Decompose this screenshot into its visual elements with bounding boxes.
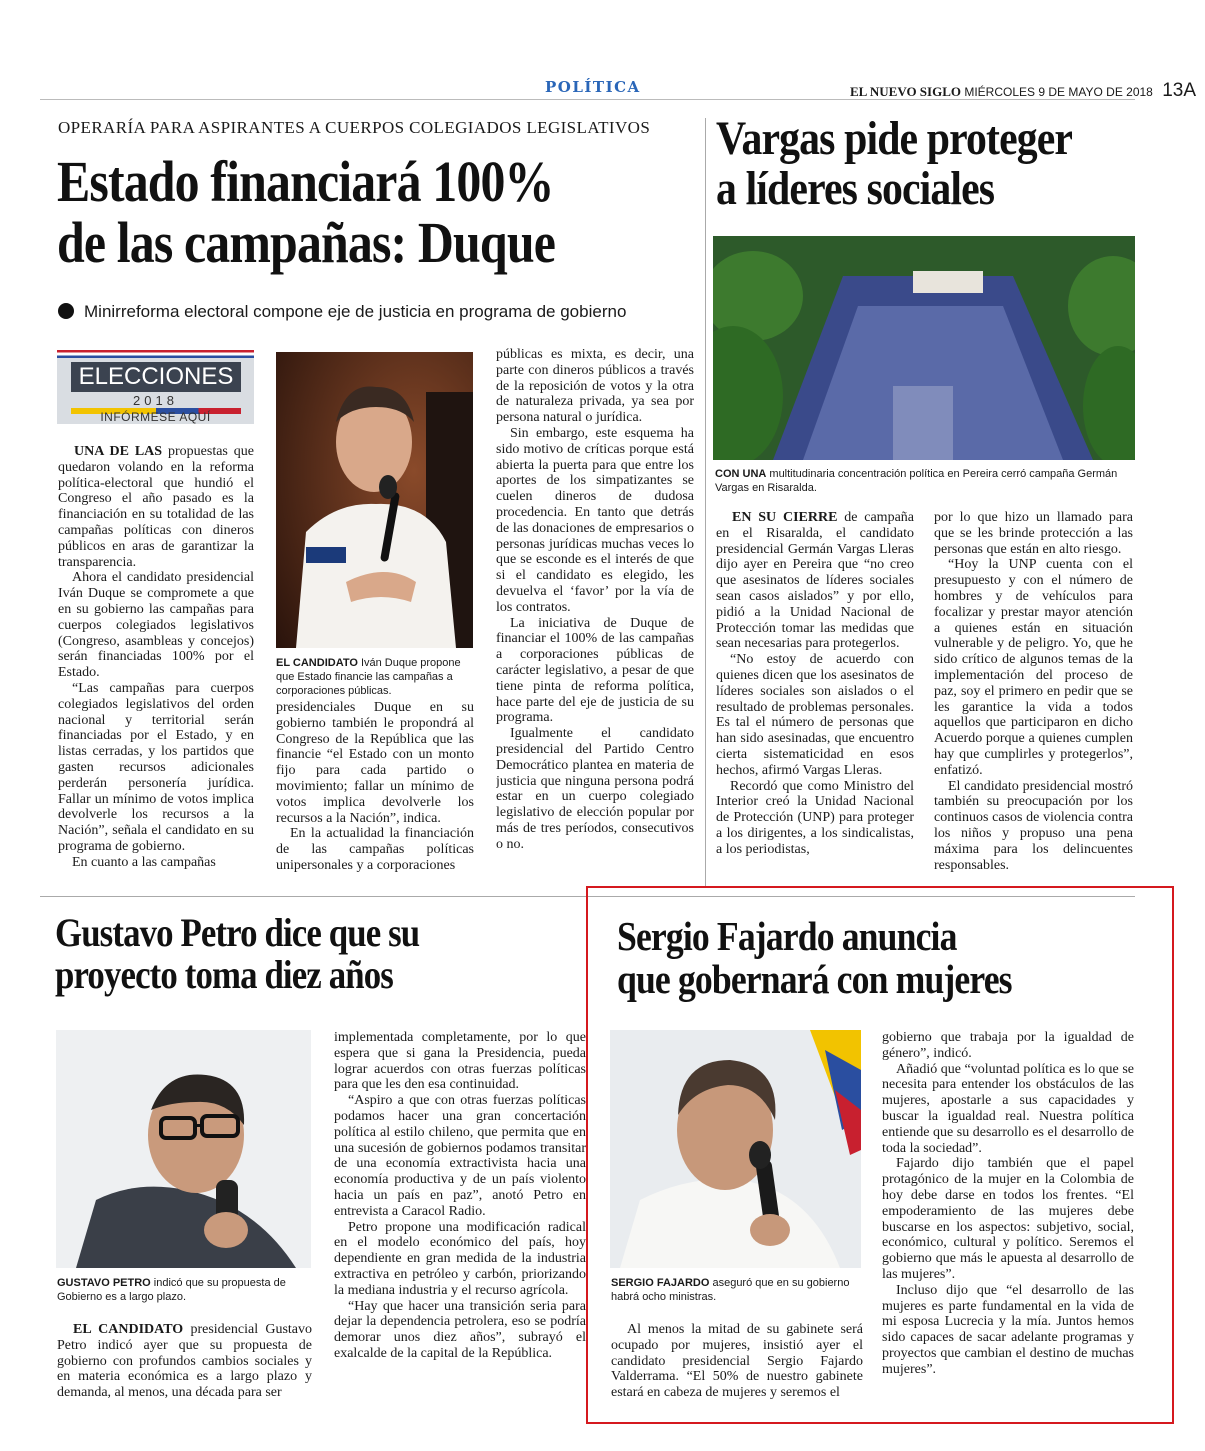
petro-headline-line-1: Gustavo Petro dice que su [55,910,420,955]
caption-text: indicó que su propuesta de Gobierno es a largo plazo. [57,1277,286,1303]
caption-lead: GUSTAVO PETRO [57,1277,151,1289]
petro-column-1 [57,1322,312,1410]
vargas-rally-photo [713,236,1135,460]
caption-text: multitudinaria concentración política en Pereira cerró campaña Germán Vargas en Risaralda. [715,468,1118,494]
paragraph: En cuanto a las campañas [72,854,216,870]
paragraph: “Aspiro a que con otras fuerzas políticas podamos hacer una gran concertación política al estilo chileno, que permita que en una sucesión de gobiernos podamos transitar de una economía extractivista hacia una economía productiva y de un país violento hacia un país en paz”, anotó Petro en entrevista a Caracol Radio. [334,1093,586,1219]
petro-headline-line-2: proyecto toma diez años [55,952,393,997]
duque-headline [57,149,555,275]
elecciones-2018-badge[interactable] [57,350,254,424]
paragraph: Ahora el candidato presidencial Iván Duque se compromete a que en su gobierno las campañas para cuerpos colegiados legislativos (Congreso, asambleas y concejos) serán financiadas 100% por el Estado. [58,570,254,681]
caption-lead: SERGIO FAJARDO [611,1277,710,1289]
fajardo-headline-line-1: Sergio Fajardo anuncia [617,913,957,959]
vargas-caption [715,467,1135,495]
issue-date: MIÉRCOLES 9 DE MAYO DE 2018 [964,85,1153,99]
bullet-icon [58,303,74,319]
petro-headline [55,912,419,996]
petro-caption [57,1276,312,1304]
duque-headline-line-1: Estado financiará 100% [57,149,554,214]
duque-column-3 [496,347,694,885]
paragraph: gobierno que trabaja por la igualdad de género”, indicó. [882,1030,1134,1061]
vargas-headline-line-1: Vargas pide proteger [716,112,1073,165]
page-number: 13A [1162,80,1197,101]
vargas-headline-line-2: a líderes sociales [716,162,995,216]
paragraph: Igualmente el candidato presidencial del Partido Centro Democrático plantea en materia de justicia que ninguna persona podrá estar en un cuerpo colegiado legislativo de elección popular por más de tres períodos, consecutivos o no. [496,726,694,852]
paragraph: de campaña en el Risaralda, el candidato presidencial Germán Vargas Lleras dijo ayer en Pereira que “no creo que asesinatos de líderes sociales sean casos aislados” y por ello, pidió a la Unidad Nacional de Protección tomar las medidas que sean necesarias para protegerlos. [716,510,914,652]
paragraph: propuestas que quedaron volando en la reforma política-electoral que hundió el Congreso el año pasado es la financiación en su totalidad de las campañas políticas con dineros públicos en aras de garantizar la transparencia. [58,444,254,570]
paragraph: implementada completamente, por lo que espera que si gana la Presidencia, pueda lograr acuerdos con otras fuerzas políticas para que les den esa continuidad. [334,1030,586,1093]
flag-stripes [57,350,254,358]
vargas-headline [716,114,1072,215]
fajardo-column-2 [882,1030,1134,1415]
paragraph: La iniciativa de Duque de financiar el 100% de las campañas a corporaciones públicas de carácter legislativo, a pesar de que tiene pinta de reforma política, hace parte del eje de justicia de su programa. [496,615,694,726]
paragraph: Incluso dijo que “el desarrollo de las mujeres es parte fundamental en la vida de mi esposa Lucrecia y la mía. Juntos hemos sido capaces de sacar adelante programas y proyectos que cambian el destino de muchas mujeres”. [882,1282,1134,1377]
paragraph: por lo que hizo un llamado para que se les brinde protección a las personas que están en alto riesgo. [934,510,1133,557]
fajardo-column-1 [611,1322,863,1410]
fajardo-headline [617,915,1012,1001]
paragraph: presidenciales Duque en su gobierno también le propondrá al Congreso de la República que las financie “el Estado con un monto fijo para cada partido o movimiento; fallar un mínimo de votos implica devolverle los recursos a la Nación”, indica. [276,700,474,826]
paragraph: Fajardo dijo también que el papel protagónico de la mujer en la Colombia de hoy debe darse en todos los frentes. “El empoderamiento de las mujeres debe buscarse en los aspectos: subjetivo, social, económico, cultural y político. Seremos el gobierno que más le apuesta al desarrollo de las mujeres”. [882,1156,1134,1282]
newspaper-brand: EL NUEVO SIGLO [850,84,961,99]
duque-caption [276,656,476,698]
paragraph: presidencial Gustavo Petro indicó ayer que su propuesta de gobierno con profundos cambios sociales y en materia económica es a largo plazo y demanda, al menos, una década para ser [57,1322,312,1401]
caption-text: aseguró que en su gobierno habrá ocho ministras. [611,1277,850,1303]
caption-text: Iván Duque propone que Estado financie las campañas a corporaciones públicas. [276,657,461,697]
paragraph: Sin embargo, este esquema ha sido motivo de críticas porque está abierta la puerta para que entre los aportes de los simpatizantes se cuelen dineros de dudosa procedencia. En tanto que detrás de las donaciones de empresarios o personas jurídicas muchas veces lo que se esconde es el interés de que si el candidato es elegido, les devuelva el ‘favor’ por la vía de los contratos. [496,425,694,615]
paragraph: Petro propone una modificación radical en el modelo económico del país, hoy dependiente en gran medida de la industria extractiva en petróleo y carbón, priorizando la mediana industria y el recurso agrícola. [334,1219,586,1298]
duque-headline-line-2: de las campañas: Duque [57,209,555,275]
header-rule [40,99,1135,100]
column-divider [705,118,706,888]
caption-lead: EL CANDIDATO [276,657,358,669]
section-label: POLÍTICA [545,78,641,96]
duque-kicker: OPERARÍA PARA ASPIRANTES A CUERPOS COLEGIADOS LEGISLATIVOS [58,118,651,137]
paragraph: El candidato presidencial mostró también su preocupación por los continuos casos de violencia contra los niños y propuso una pena máxima para los delincuentes responsables. [934,778,1133,873]
duque-lead-in: UNA DE LAS [74,444,163,459]
elecciones-year: 2018 [133,393,178,408]
duque-deck-text: Minirreforma electoral compone eje de justicia en programa de gobierno [84,302,627,321]
fajardo-photo [610,1030,861,1268]
caption-lead: CON UNA [715,468,767,480]
duque-photo [276,352,473,648]
paragraph: “Las campañas para cuerpos colegiados legislativos del orden nacional y territorial serán financiadas por el Estado, y en listas cerradas, y los partidos que gasten recursos adicionales perderán personería jurídica. Fallar un mínimo de votos implica devolverle los recursos a la Nación”, señala el candidato en su programa de gobierno. [58,680,254,854]
paragraph: En la actualidad la financiación de las campañas políticas unipersonales y a corporaciones [276,826,474,873]
paragraph: públicas es mixta, es decir, una parte con dineros públicos a través de la reposición de votos y la otra de naturaleza privada, ya sea por persona natural o jurídica. [496,347,694,426]
duque-column-1 [58,444,254,884]
fajardo-headline-line-2: que gobernará con mujeres [617,956,1012,1003]
petro-photo [56,1030,311,1268]
vargas-column-2 [934,510,1133,884]
paragraph: “No estoy de acuerdo con quienes dicen que los asesinatos de líderes sociales son aislados o el resultado de problemas personales. Es tal el número de personas que han sido asesinadas, que encuentro cierta sistematicidad en esos hechos, afirmó Vargas Lleras. [716,652,914,778]
paragraph: Añadió que “voluntad política es lo que se necesita para entender los obstáculos de las mujeres, apostarle a sus capacidades y buscar la igualdad real. Nuestra política entiende que su desarrollo es el desarrollo de toda la sociedad”. [882,1061,1134,1156]
petro-column-2 [334,1030,586,1410]
duque-column-2 [276,700,474,884]
paragraph: “Hay que hacer una transición seria para dejar la dependencia petrolera, eso se podría demorar unos diez años”, subrayó el exalcalde de la capital de la República. [334,1298,586,1361]
paragraph: “Hoy la UNP cuenta con el presupuesto y con el número de hombres y de vehículos para focalizar y prestar mayor atención a quienes están en situación vulnerable y de peligro. Yo, que he sido crítico de algunos temas de la implementación del proceso de paz, soy el primero en pedir que se les garantice la vida a todos aquellos que participaron en dicho Acuerdo porque a quienes cumplen hay que cumplirles y protegerlos”, enfatizó. [934,557,1133,778]
elecciones-info: INFÓRMESE AQUÍ [100,410,211,424]
elecciones-title: ELECCIONES [71,362,241,392]
vargas-lead-in: EN SU CIERRE [732,510,838,525]
vargas-column-1 [716,510,914,884]
paragraph: Al menos la mitad de su gabinete será ocupado por mujeres, insistió ayer el candidato presidencial Sergio Fajardo Valderrama. “El 50% de nuestro gabinete estará en cabeza de mujeres y seremos el [611,1322,863,1401]
petro-lead-in: EL CANDIDATO [73,1322,184,1337]
paragraph: Recordó que como Ministro del Interior creó la Unidad Nacional de Protección (UNP) para proteger a los dirigentes, a los sindicalistas, a los periodistas, [716,778,914,857]
duque-deck [58,302,626,322]
fajardo-caption [611,1276,863,1304]
